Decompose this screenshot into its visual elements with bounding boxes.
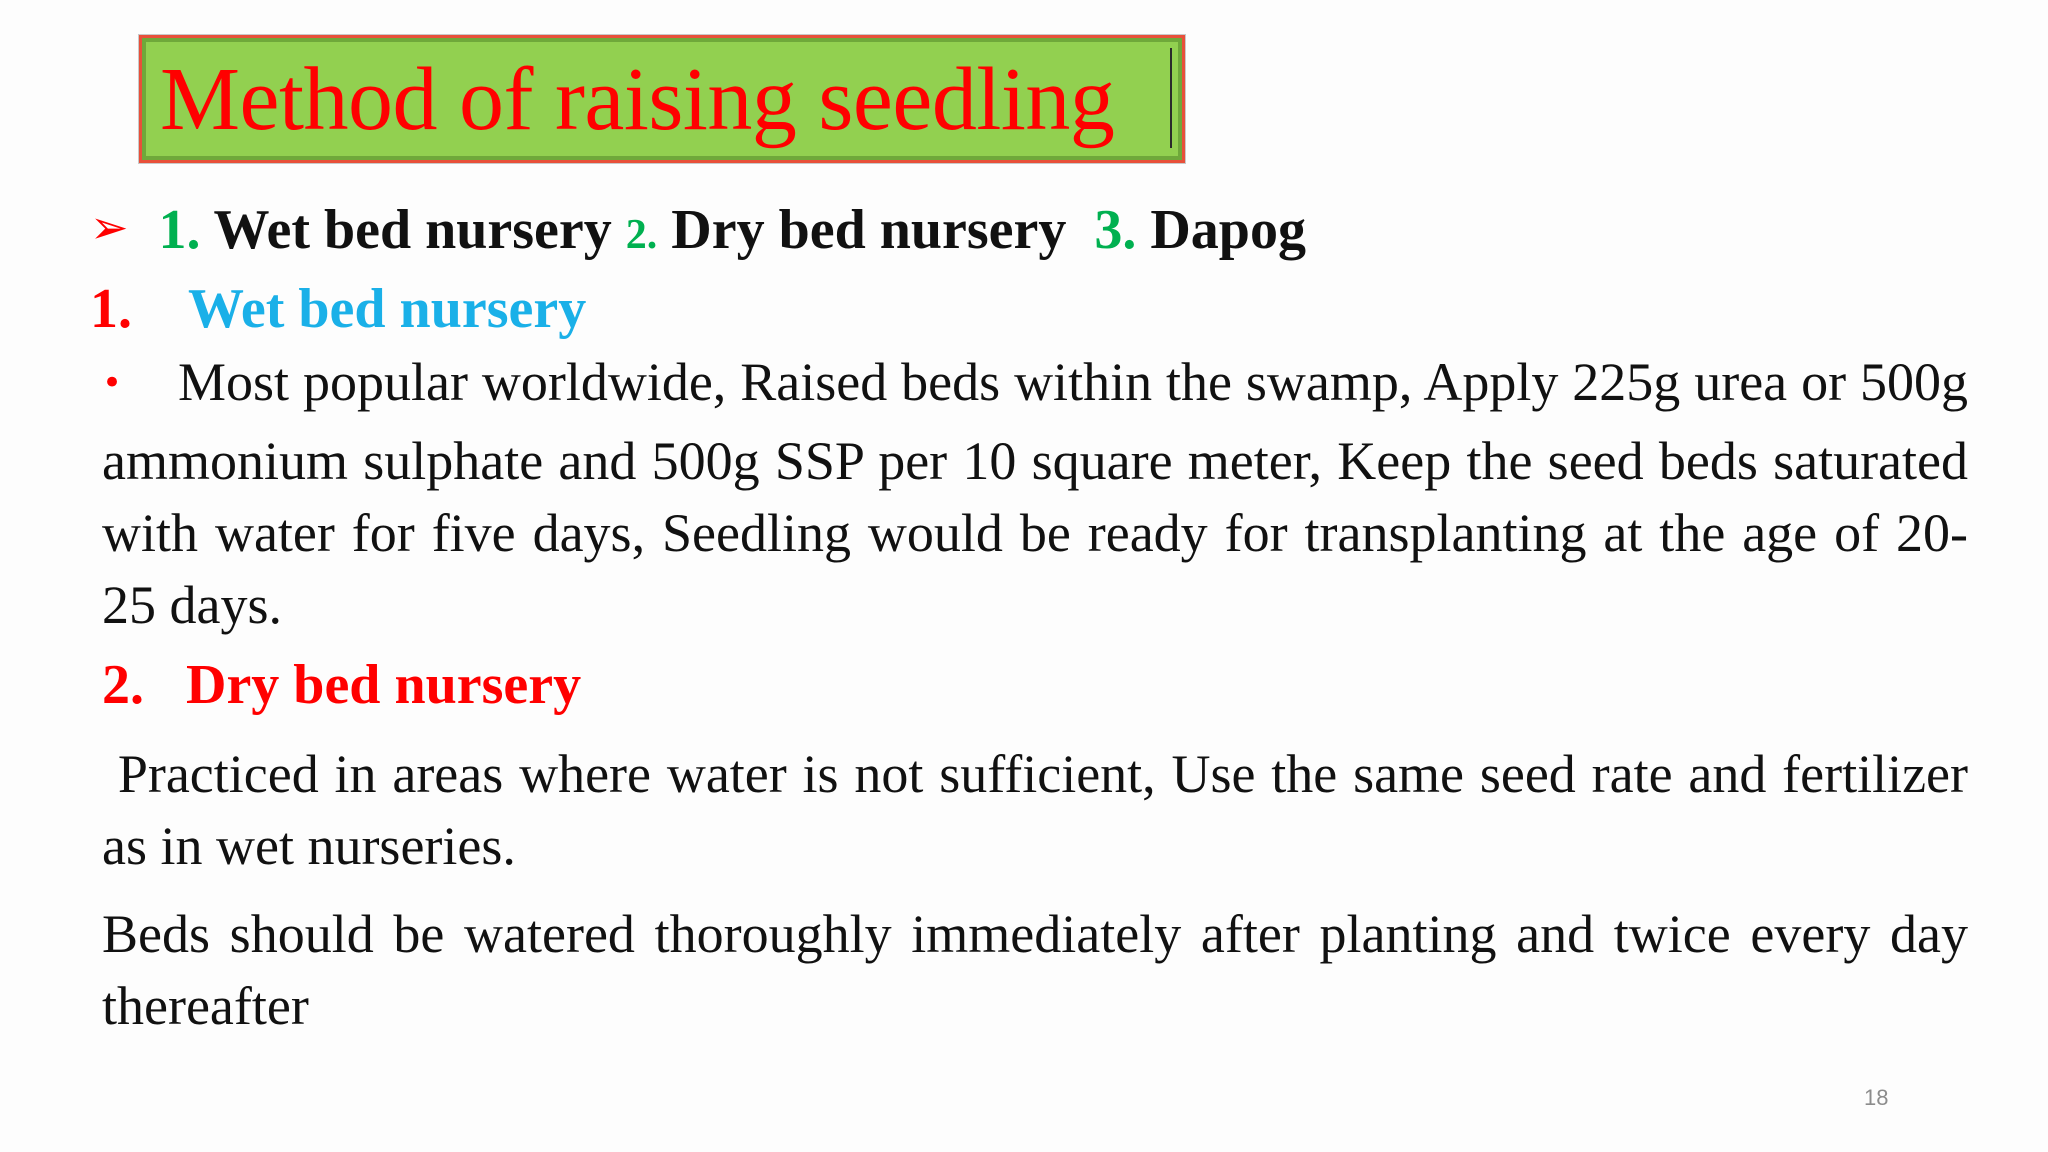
type-number-2: 2. xyxy=(625,212,658,258)
title-box xyxy=(139,35,1185,163)
text-cursor xyxy=(1170,48,1172,148)
section-2-number: 2. xyxy=(102,654,144,716)
type-number-3: 3. xyxy=(1094,199,1137,261)
bullet-icon: • xyxy=(102,363,123,403)
section-1-number: 1. xyxy=(90,278,132,340)
section-1-heading xyxy=(90,276,586,342)
type-label-1: Wet bed nursery xyxy=(213,199,612,261)
type-label-3: Dapog xyxy=(1150,199,1306,261)
page-number: 18 xyxy=(1864,1085,1889,1110)
section-2-text-1: Practiced in areas where water is not sufficient, Use the same seed rate and fertilizer as in wet nurseries. xyxy=(102,744,1969,876)
section-2-paragraph-2 xyxy=(102,898,1968,1042)
section-1-text: Most popular worldwide, Raised beds within the swamp, Apply 225g urea or 500g ammonium sulphate and 500g SSP per 10 square meter, Keep the seed beds saturated with water for five days, Seedling would be ready for transplanting at the age of 20-25 days. xyxy=(102,352,1968,635)
type-number-1: 1. xyxy=(158,199,201,261)
type-label-2: Dry bed nursery xyxy=(671,199,1067,261)
slide-title: Method of raising seedling xyxy=(160,50,1115,149)
arrow-bullet-icon: ➢ xyxy=(90,200,129,254)
section-2-text-2: Beds should be watered thoroughly immediately after planting and twice every day thereafter xyxy=(102,904,1968,1036)
section-2-paragraph-1 xyxy=(102,738,1968,882)
section-1-paragraph xyxy=(102,346,1968,641)
section-1-title: Wet bed nursery xyxy=(188,278,587,340)
nursery-types-line xyxy=(90,197,1306,268)
section-2-title: Dry bed nursery xyxy=(186,654,582,716)
section-2-heading xyxy=(102,652,581,718)
